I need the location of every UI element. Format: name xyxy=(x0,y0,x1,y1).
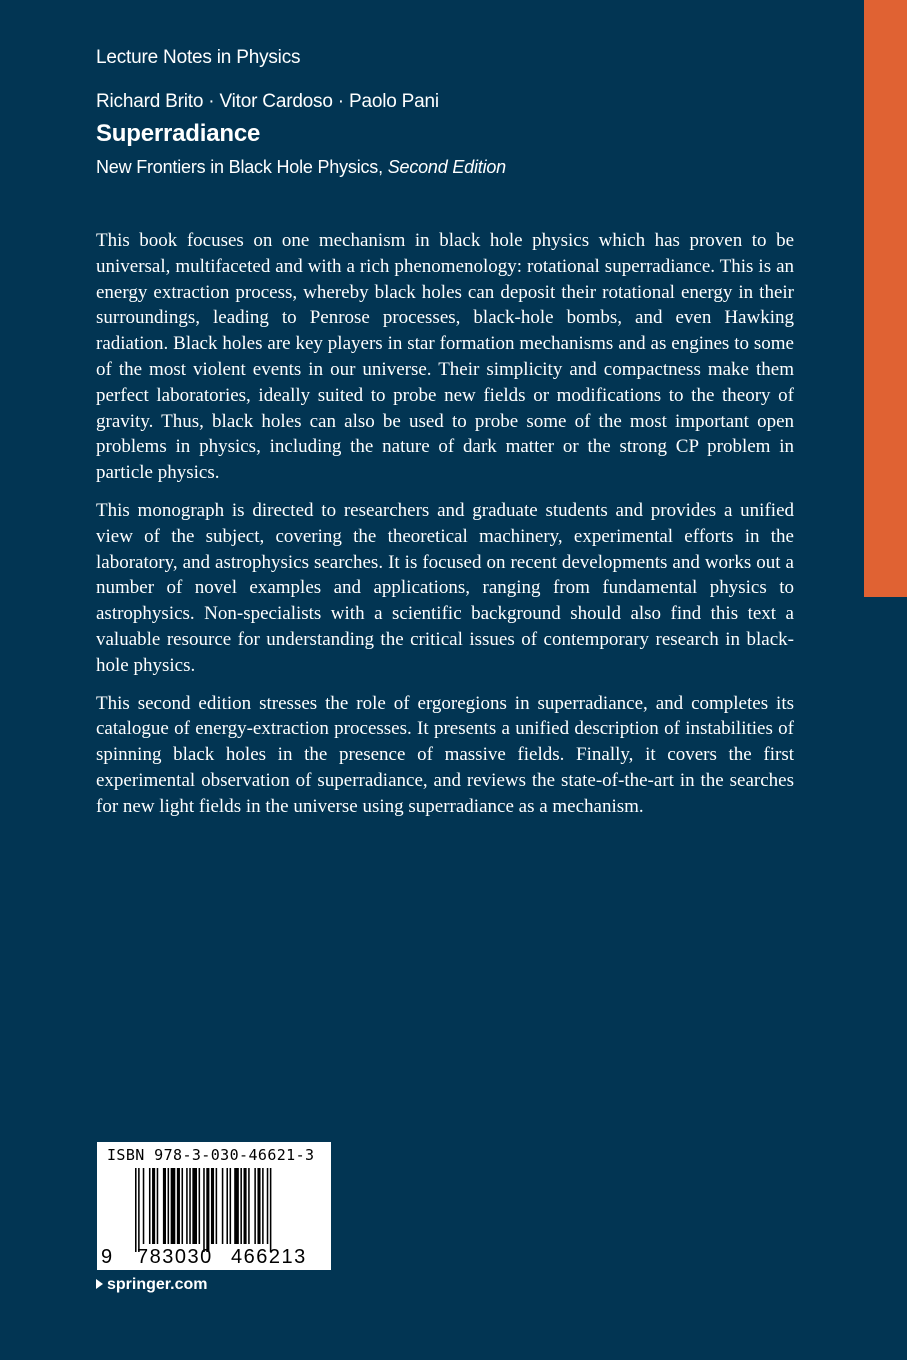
subtitle-edition: Second Edition xyxy=(387,157,506,177)
barcode-box xyxy=(97,1142,331,1270)
barcode-bar xyxy=(189,1168,191,1244)
barcode-bar xyxy=(171,1168,176,1244)
barcode-bar xyxy=(254,1168,256,1244)
barcode-left-group: 783030 xyxy=(137,1246,213,1268)
barcode-bar xyxy=(206,1168,209,1252)
barcode-bar xyxy=(226,1168,228,1244)
barcode-first-digit: 9 xyxy=(101,1246,113,1268)
barcode-bar xyxy=(230,1168,232,1244)
barcode-bar xyxy=(135,1168,137,1252)
barcode-bar xyxy=(262,1168,264,1244)
barcode-bar xyxy=(216,1168,218,1244)
barcode-bar xyxy=(267,1168,269,1244)
barcode-bar xyxy=(186,1168,188,1244)
barcode-bar xyxy=(257,1168,260,1244)
arrow-right-icon xyxy=(96,1279,103,1289)
blurb-paragraph-2: This monograph is directed to researchers and graduate students and provides a unified view of the subject, covering the theoretical machinery, experimental efforts in the laboratory, and astrophysics searches. It is focused on recent developments and works out a number of novel examples and applications, ranging from fundamental physics to astrophysics. Non-specialists with a scientific background should also find this text a valuable resource for understanding the critical issues of contemporary research in black-hole physics. xyxy=(96,499,794,676)
barcode-bar xyxy=(149,1168,151,1244)
barcode-bar xyxy=(248,1168,250,1244)
barcode-bar xyxy=(152,1168,155,1244)
barcode-bar xyxy=(270,1168,272,1252)
barcode-bar xyxy=(222,1168,224,1244)
barcode-right-group: 466213 xyxy=(231,1246,307,1268)
accent-bar xyxy=(864,0,907,597)
barcode-bar xyxy=(177,1168,180,1244)
blurb-paragraph-3: This second edition stresses the role of ergoregions in superradiance, and completes its catalogue of energy-extraction processes. It presents a unified description of instabilities of spinning black holes in the presence of massive fields. Finally, it covers the first experimental observation of superradiance, and reviews the state-of-the-art in the searches for new light fields in the universe using superradiance as a mechanism. xyxy=(96,692,794,817)
blurb xyxy=(96,228,794,832)
subtitle-main: New Frontiers in Black Hole Physics, xyxy=(96,157,388,177)
barcode-bar xyxy=(211,1168,214,1244)
isbn-label: ISBN 978-3-030-46621-3 xyxy=(107,1146,315,1164)
barcode-bar xyxy=(138,1168,140,1252)
book-title: Superradiance xyxy=(96,120,261,147)
barcode-bar xyxy=(199,1168,201,1244)
series-title: Lecture Notes in Physics xyxy=(96,47,301,68)
barcode-bar xyxy=(203,1168,205,1252)
barcode-bar xyxy=(157,1168,159,1244)
barcode-bar xyxy=(163,1168,166,1244)
website-link[interactable] xyxy=(96,1276,207,1294)
barcode-bar xyxy=(143,1168,145,1244)
barcode-bar xyxy=(168,1168,170,1244)
barcode-bar xyxy=(182,1168,184,1244)
website-label: springer.com xyxy=(107,1276,208,1293)
blurb-paragraph-1: This book focuses on one mechanism in black hole physics which has proven to be universal, multifaceted and with a rich phenomenology: rotational superradiance. This is an energy extraction process, whereby black holes can deposit their rotational energy in their surroundings, leading to Penrose processes, black-hole bombs, and even Hawking radiation. Black holes are key players in star formation mechanisms and as engines to some of the most violent events in our universe. Their simplicity and compactness make them perfect laboratories, ideally suited to probe new fields or modifications to the theory of gravity. Thus, black holes can also be used to probe some of the most important open problems in physics, including the nature of dark matter or the strong CP problem in particle physics. xyxy=(96,230,794,484)
subtitle xyxy=(96,157,506,178)
barcode-bar xyxy=(244,1168,247,1244)
barcode-bar xyxy=(234,1168,239,1244)
authors: Richard Brito · Vitor Cardoso · Paolo Pani xyxy=(96,91,439,112)
barcode-bar xyxy=(192,1168,197,1244)
barcode-bar xyxy=(240,1168,242,1244)
